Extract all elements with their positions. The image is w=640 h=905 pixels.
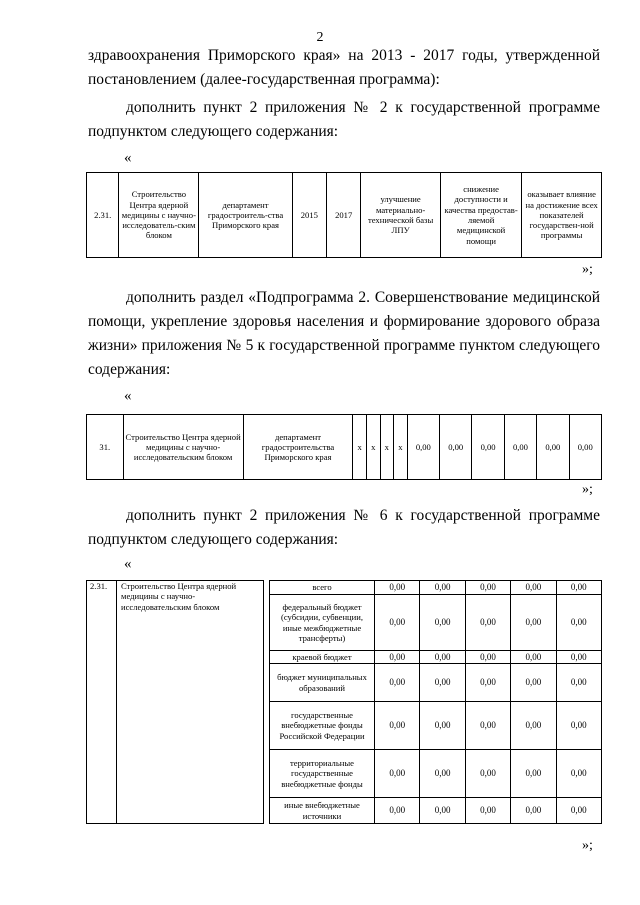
paragraph-line: дополнить пункт 2 приложения № 6 к государственной программе <box>126 507 600 524</box>
table-row <box>87 415 602 480</box>
table-cell: 0,00 <box>465 664 510 702</box>
table-cell-label: бюджет муниципальных образований <box>270 664 375 702</box>
table-cell: 0,00 <box>375 664 420 702</box>
paragraph-line: содержания: <box>88 361 171 378</box>
amendment-paragraph-3 <box>88 504 600 552</box>
table-cell: 0,00 <box>556 595 601 651</box>
table-cell-label: государственные внебюджетные фонды Российской Федерации <box>270 702 375 750</box>
table-cell: 0,00 <box>465 750 510 798</box>
table-cell: 0,00 <box>511 595 556 651</box>
table-row <box>87 173 602 258</box>
paragraph-line: дополнить раздел «Подпрограмма 2. Совершенствование медицинской <box>126 289 600 306</box>
opening-quote: « <box>124 150 132 166</box>
table-cell: снижение доступности и качества предостав-ляемой медицинской помощи <box>440 173 521 258</box>
table-cell: 0,00 <box>420 664 465 702</box>
table-cell-name: Строительство Центра ядерной медицины с научно-исследовательским блоком <box>117 581 264 824</box>
table-cell: 0,00 <box>511 702 556 750</box>
paragraph-line: подпунктом следующего содержания: <box>88 123 339 140</box>
table-cell: 0,00 <box>556 798 601 824</box>
table-cell: 0,00 <box>375 750 420 798</box>
table-cell: 2017 <box>327 173 361 258</box>
table-cell: департамент градостроительства Приморского края <box>243 415 353 480</box>
table-cell: 0,00 <box>556 750 601 798</box>
table-cell: 0,00 <box>375 651 420 664</box>
table-cell: 0,00 <box>407 415 439 480</box>
table-cell: 2.31. <box>87 173 119 258</box>
table-cell: 0,00 <box>504 415 536 480</box>
table-cell: 0,00 <box>511 664 556 702</box>
table-cell: 0,00 <box>420 581 465 595</box>
table-cell-label: иные внебюджетные источники <box>270 798 375 824</box>
table-cell: 31. <box>87 415 124 480</box>
opening-quote: « <box>124 556 132 572</box>
table-appendix-5 <box>86 414 602 480</box>
table-cell: 0,00 <box>375 702 420 750</box>
table-cell: 0,00 <box>420 702 465 750</box>
table-cell: 0,00 <box>511 750 556 798</box>
amendment-paragraph-1 <box>88 96 600 144</box>
table-cell-label: федеральный бюджет (субсидии, субвенции, иные межбюджетные трансферты) <box>270 595 375 651</box>
table-cell: 0,00 <box>511 581 556 595</box>
table-cell: оказывает влияние на достижение всех показателей государствен-ной программы <box>522 173 602 258</box>
table-cell: 0,00 <box>465 651 510 664</box>
table-cell: Строительство Центра ядерной медицины с научно-исследователь-ским блоком <box>119 173 199 258</box>
table-cell-label: всего <box>270 581 375 595</box>
table-cell: 0,00 <box>465 798 510 824</box>
paragraph-line: здравоохранения Приморского края» на 2013 - 2017 годы, утвержденной <box>88 47 600 64</box>
table-cell: 0,00 <box>511 651 556 664</box>
table-cell: 0,00 <box>440 415 472 480</box>
table-cell: 0,00 <box>465 702 510 750</box>
table-cell: 0,00 <box>375 581 420 595</box>
page-number: 2 <box>316 30 324 45</box>
table-cell: 0,00 <box>472 415 504 480</box>
table-cell: 0,00 <box>375 798 420 824</box>
table-cell: 0,00 <box>465 581 510 595</box>
paragraph-line: постановлением (далее-государственная программа): <box>88 71 440 88</box>
closing-quote: »; <box>582 838 593 853</box>
table-cell: 2015 <box>292 173 326 258</box>
table-cell: 0,00 <box>556 664 601 702</box>
paragraph-line: жизни» приложения № 5 к государственной программе пунктом следующего <box>88 337 600 354</box>
intro-paragraph <box>88 44 600 92</box>
table-appendix-2 <box>86 172 602 258</box>
table-cell: улучшение материально-технической базы ЛПУ <box>361 173 441 258</box>
table-cell: 0,00 <box>556 702 601 750</box>
table-appendix-6 <box>86 580 602 824</box>
table-cell: 0,00 <box>511 798 556 824</box>
paragraph-line: дополнить пункт 2 приложения № 2 к государственной программе <box>126 99 600 116</box>
table-cell: 0,00 <box>465 595 510 651</box>
table-cell: 0,00 <box>420 595 465 651</box>
table-cell: 0,00 <box>556 651 601 664</box>
table-cell: 0,00 <box>375 595 420 651</box>
table-cell: 0,00 <box>420 750 465 798</box>
table-cell: департамент градостроитель-ства Приморского края <box>199 173 292 258</box>
table-cell-index: 2.31. <box>87 581 117 824</box>
table-cell: x <box>380 415 394 480</box>
amendment-paragraph-2 <box>88 286 600 382</box>
table-cell: x <box>353 415 367 480</box>
paragraph-line: подпунктом следующего содержания: <box>88 531 339 548</box>
table-cell-label: краевой бюджет <box>270 651 375 664</box>
table-row <box>87 581 602 595</box>
opening-quote: « <box>124 388 132 404</box>
table-cell: 0,00 <box>420 798 465 824</box>
table-cell: 0,00 <box>569 415 601 480</box>
table-cell: x <box>366 415 380 480</box>
table-cell: 0,00 <box>556 581 601 595</box>
closing-quote: »; <box>582 482 593 497</box>
paragraph-line: помощи, укрепление здоровья населения и формирование здорового образа <box>88 313 600 330</box>
table-cell: x <box>394 415 408 480</box>
table-cell: 0,00 <box>420 651 465 664</box>
table-cell: 0,00 <box>537 415 569 480</box>
table-cell-label: территориальные государственные внебюджетные фонды <box>270 750 375 798</box>
closing-quote: »; <box>582 262 593 277</box>
table-cell: Строительство Центра ядерной медицины с научно-исследовательским блоком <box>123 415 243 480</box>
